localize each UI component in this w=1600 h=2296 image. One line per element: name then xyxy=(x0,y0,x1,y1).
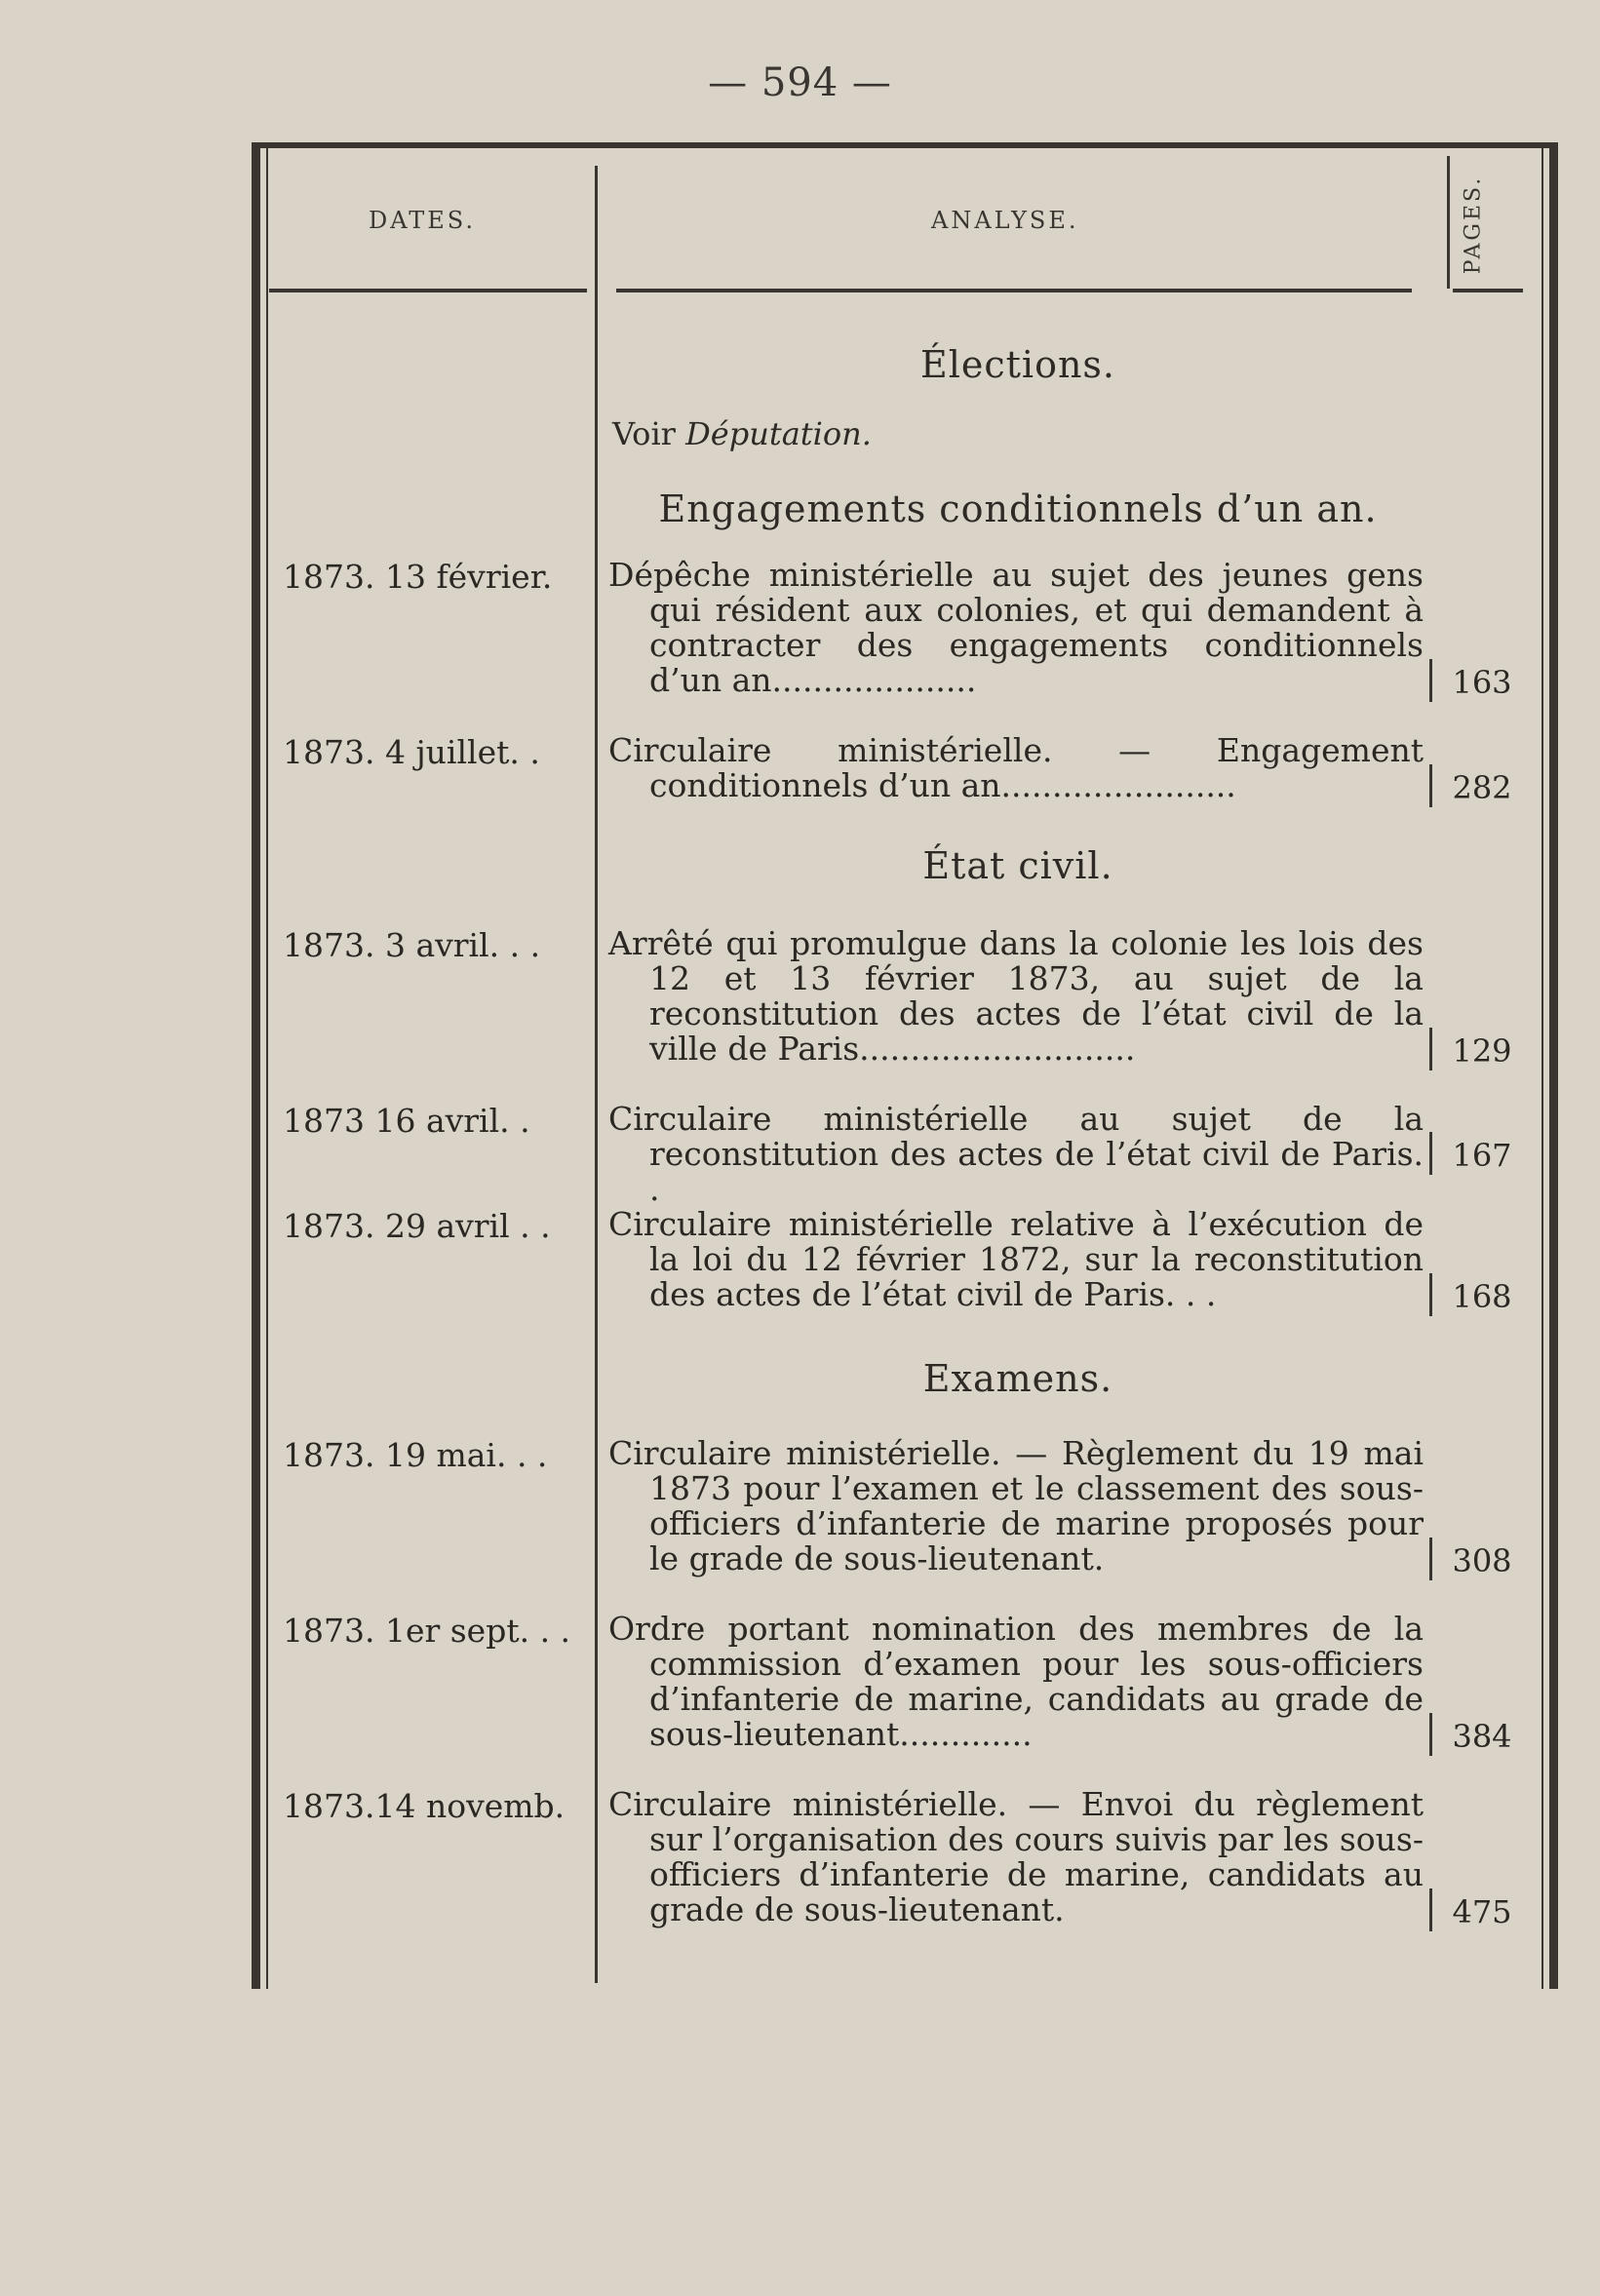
section-title-engagements: Engagements conditionnels d’un an. xyxy=(658,487,1378,530)
entry-date: 1873. 19 mai. . . xyxy=(283,1436,548,1474)
column-divider-dates xyxy=(595,166,598,1983)
section-title-examens: Examens. xyxy=(922,1357,1113,1400)
page-ref-bar xyxy=(1429,659,1432,702)
page-ref-bar xyxy=(1429,1888,1432,1931)
column-header-analysis: ANALYSE. xyxy=(931,207,1079,234)
header-rule-analysis xyxy=(616,289,1412,292)
page-ref-bar xyxy=(1429,764,1432,807)
page-ref-bar xyxy=(1429,1537,1432,1580)
column-header-dates: DATES. xyxy=(369,207,477,234)
header-rule-pages xyxy=(1453,289,1523,292)
header-rule-dates xyxy=(269,289,587,292)
entry-date: 1873. 29 avril . . xyxy=(283,1207,551,1245)
entry-analysis: Circulaire ministérielle relative à l’exécution de la loi du 12 février 1872, sur la reconstitution des actes de l’état civil de Paris. . . xyxy=(608,1205,1424,1313)
entry-page: 167 xyxy=(1452,1137,1512,1174)
page-ref-bar xyxy=(1429,1132,1432,1175)
page-number: — 594 — xyxy=(708,60,892,105)
entry-date: 1873. 3 avril. . . xyxy=(283,926,541,964)
section-title-elections: Élections. xyxy=(919,343,1116,386)
see-reference: Voir Députation. xyxy=(612,415,872,452)
page-ref-bar xyxy=(1429,1273,1432,1316)
section-title-etat-civil: État civil. xyxy=(922,844,1113,887)
entry-date: 1873. 4 juillet. . xyxy=(283,733,540,771)
entry-analysis: Circulaire ministérielle au sujet de la reconstitution des actes de l’état civil de Paris. . xyxy=(608,1100,1424,1208)
entry-page: 163 xyxy=(1452,664,1512,701)
entry-page: 129 xyxy=(1452,1032,1512,1070)
entry-analysis: Ordre portant nomination des membres de la commission d’examen pour les sous-officiers d’infanterie de marine, candidats au grade de sous-lieutenant............. xyxy=(608,1610,1424,1753)
entry-page: 475 xyxy=(1452,1893,1512,1930)
entry-analysis: Dépêche ministérielle au sujet des jeunes gens qui résident aux colonies, et qui demandent à contracter des engagements conditionnels d’un an.................... xyxy=(608,556,1424,699)
entry-page: 282 xyxy=(1452,769,1512,806)
entry-page: 168 xyxy=(1452,1278,1512,1315)
page-ref-bar xyxy=(1429,1713,1432,1756)
column-header-pages: PAGES. xyxy=(1461,175,1486,275)
page-ref-bar xyxy=(1429,1028,1432,1070)
entry-date: 1873.14 novemb. xyxy=(283,1787,566,1825)
entry-date: 1873. 1er sept. . . xyxy=(283,1612,571,1650)
entry-analysis: Circulaire ministérielle. — Envoi du règlement sur l’organisation des cours suivis par les sous-officiers d’infanterie de marine, candidats au grade de sous-lieutenant. xyxy=(608,1785,1424,1928)
entry-analysis: Circulaire ministérielle. — Règlement du 19 mai 1873 pour l’examen et le classement des sous-officiers d’infanterie de marine proposés pour le grade de sous-lieutenant. xyxy=(608,1434,1424,1577)
entry-date: 1873 16 avril. . xyxy=(283,1102,530,1140)
entry-page: 308 xyxy=(1452,1542,1512,1579)
entry-date: 1873. 13 février. xyxy=(283,558,553,596)
entry-analysis: Circulaire ministérielle. — Engagement conditionnels d’un an....................... xyxy=(608,731,1424,804)
entry-page: 384 xyxy=(1452,1718,1512,1755)
entry-analysis: Arrêté qui promulgue dans la colonie les lois des 12 et 13 février 1873, au sujet de la reconstitution des actes de l’état civil de la ville de Paris........................... xyxy=(608,924,1424,1068)
